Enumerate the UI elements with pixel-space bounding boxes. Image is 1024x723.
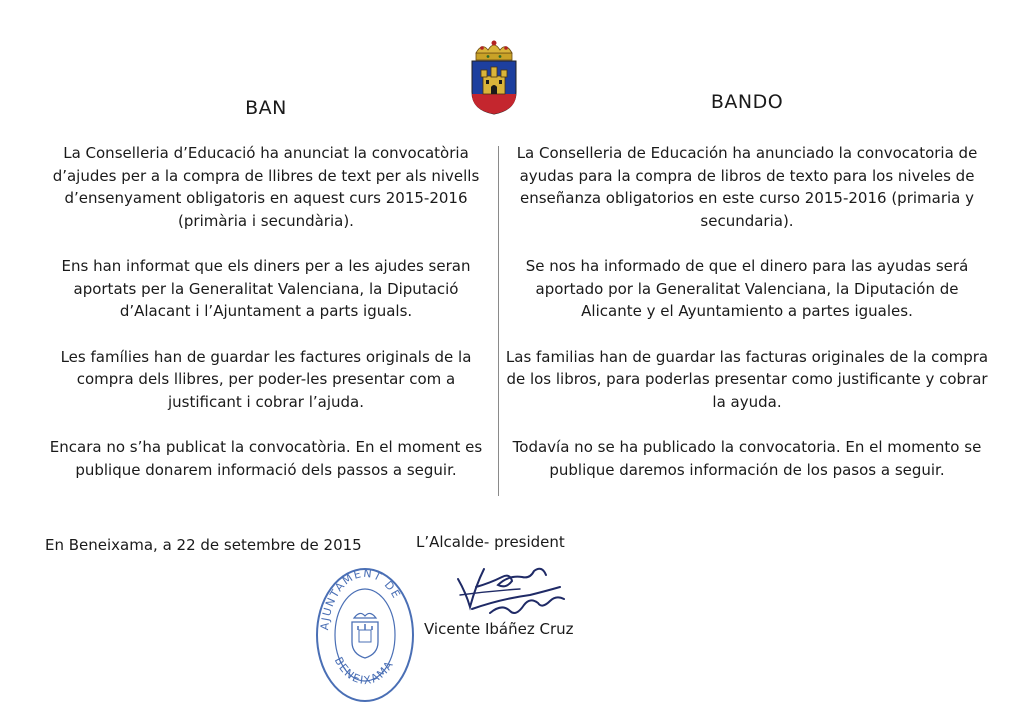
paragraph-3: Las familias han de guardar las facturas originales de la compra de los libros, para poderlas presentar como justificante y cobrar la ayuda.	[505, 347, 989, 411]
paragraph-4: Todavía no se ha publicado la convocatoria. En el momento se publique daremos información de los pasos a seguir.	[512, 438, 982, 479]
spanish-column	[503, 91, 991, 504]
svg-text:BENEIXAMA: BENEIXAMA	[331, 654, 397, 688]
heading-ban: BAN	[245, 97, 287, 119]
official-seal-icon	[314, 566, 416, 704]
signature-icon	[450, 555, 570, 627]
valencian-column	[40, 96, 492, 504]
paragraph-1: La Conselleria de Educación ha anunciado la convocatoria de ayudas para la compra de libros de texto para los niveles de enseñanza obligatorios en este curso 2015-2016 (primaria y secundaria).	[516, 144, 978, 230]
svg-text:AJUNTAMENT DE: AJUNTAMENT DE	[318, 566, 404, 631]
paragraph-3: Les famílies han de guardar les factures originals de la compra dels llibres, per poder-les presentar com a justificant i cobrar l’ajuda.	[60, 347, 472, 411]
paragraph-2: Se nos ha informado de que el dinero para las ayudas será aportado por la Generalitat Valenciana, la Diputación de Alicante y el Ayuntamiento a partes iguales.	[525, 257, 969, 320]
heading-bando: BANDO	[710, 91, 784, 113]
column-divider	[498, 146, 499, 496]
mayor-title: L’Alcalde- president	[416, 533, 565, 551]
paragraph-2: Ens han informat que els diners per a les ajudes seran aportats per la Generalitat Valenciana, la Diputació d’Alacant i l’Ajuntament a parts iguals.	[61, 257, 471, 320]
mayor-name: Vicente Ibáñez Cruz	[424, 620, 574, 638]
place-and-date: En Beneixama, a 22 de setembre de 2015	[45, 536, 362, 554]
paragraph-1: La Conselleria d’Educació ha anunciat la convocatòria d’ajudes per a la compra de llibres de text per als nivells d’ensenyament obligatoris en aquest curs 2015-2016 (primària i secundària).	[52, 144, 480, 230]
paragraph-4: Encara no s’ha publicat la convocatòria. En el moment es publique donarem informació dels passos a seguir.	[49, 438, 483, 479]
